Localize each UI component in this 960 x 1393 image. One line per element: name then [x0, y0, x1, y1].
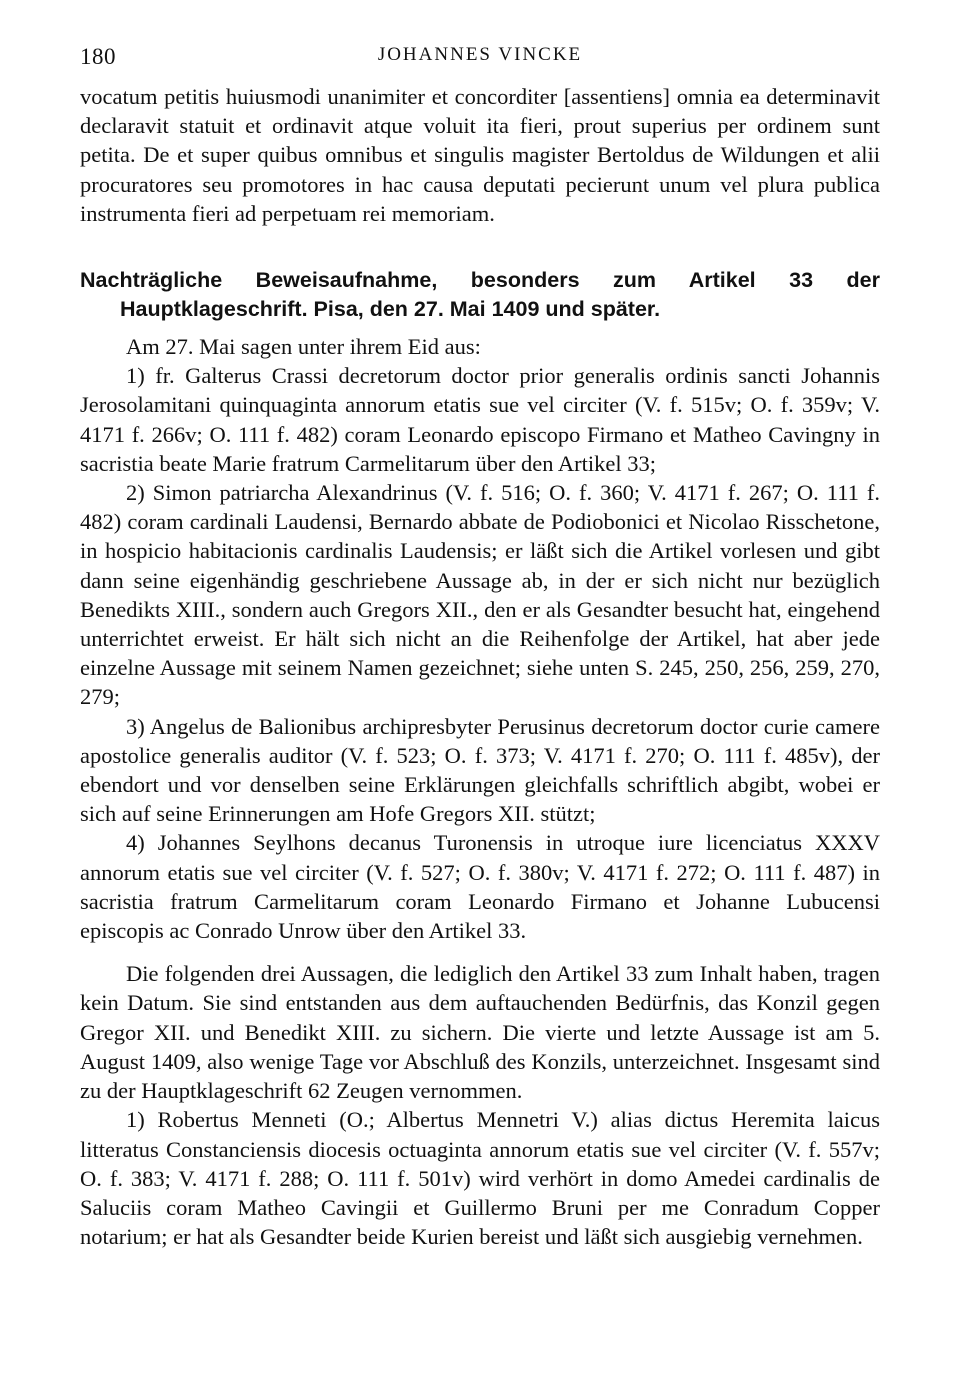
running-head: JOHANNES VINCKE [377, 44, 583, 65]
section-heading: Nachträgliche Beweisaufnahme, besonders zum Artikel 33 der Hauptklageschrift. Pisa, den 27. Mai 1409 und später. [80, 268, 880, 322]
page-header [80, 36, 880, 82]
following-paragraph: Die folgenden drei Aussagen, die lediglich den Artikel 33 zum Inhalt haben, tragen kein Datum. Sie sind entstanden aus dem auftauchenden Bedürfnis, das Konzil gegen Gregor XII. und Benedikt XIII. zu sichern. Die vierte und letzte Aussage ist am 5. August 1409, also wenige Tage vor Abschluß des Konzils, unterzeichnet. Insgesamt sind zu der Hauptklageschrift 62 Zeugen vernommen. [80, 961, 880, 1104]
witness-entry-3: 3) Angelus de Balionibus archipresbyter Perusinus decretorum doctor curie camere apostolice generalis auditor (V. f. 523; O. f. 373; V. 4171 f. 270; O. 111 f. 485v), der ebendort und vor denselben seine Erklärungen gleichfalls schriftlich abgibt, wobei er sich auf seine Erinnerungen am Hofe Gregors XII. stützt; [80, 713, 880, 827]
witness-entry-4: 4) Johannes Seylhons decanus Turonensis in utroque iure licenciatus XXXV annorum etatis sue vel circiter (V. f. 527; O. f. 380v; V. 4171 f. 272; O. 111 f. 487) in sacristia fratrum Carmelitarum coram Leonardo Firmano et Johanne Lubucensi episcopis ac Conrado Unrow über den Artikel 33. [80, 830, 880, 944]
witness-entry-1: 1) fr. Galterus Crassi decretorum doctor prior generalis ordinis sancti Johannis Jerosolamitani quinquaginta annorum etatis sue vel circiter (V. f. 515v; O. f. 359v; V. 4171 f. 266v; O. 111 f. 482) coram Leonardo episcopo Firmano et Matheo Cavingny in sacristia beate Marie fratrum Carmelitarum über den Artikel 33; [80, 363, 880, 476]
intro-line: Am 27. Mai sagen unter ihrem Eid aus: [126, 334, 481, 360]
opening-paragraph: vocatum petitis huiusmodi unanimiter et concorditer [assentiens] omnia ea determinavit declaravit statuit et ordinavit atque voluit ita fieri, prout superius per ordinem sunt petita. De et super quibus omnibus et singulis magister Bertoldus de Wildungen et alii procuratores seu promotores in hac causa deputati pecierunt unum vel plura publica instrumenta fieri ad perpetuam rei memoriam. [80, 84, 880, 226]
later-witness-entry-1: 1) Robertus Menneti (O.; Albertus Mennetri V.) alias dictus Heremita laicus litteratus Constanciensis diocesis octuaginta annorum etatis sue vel circiter (V. f. 557v; O. f. 383; V. 4171 f. 288; O. 111 f. 501v) wird verhört in domo Amedei cardinalis de Saluciis coram Matheo Cavingii et Guillermo Bruni per me Conradum Copper notarium; er hat als Gesandter beide Kurien bereist und läßt sich ausgiebig vernehmen. [80, 1107, 880, 1250]
book-page [80, 36, 880, 1251]
page-number: 180 [80, 44, 116, 69]
witness-entry-2: 2) Simon patriarcha Alexandrinus (V. f. 516; O. f. 360; V. 4171 f. 267; O. 111 f. 482) coram cardinali Laudensi, Bernardo abbate de Podiobonici et Nicolao Risschetone, in hospicio habitacionis cardinalis Laudensis; er läßt sich die Artikel vorlesen und gibt dann seine eigenhändig geschriebene Aussage ab, in der er sich nicht nur bezüglich Benedikts XIII., sondern auch Gregors XII., den er als Gesandter besucht hat, eingehend unterrichtet erweist. Er hält sich nicht an die Reihenfolge der Artikel, hat aber jede einzelne Aussage mit seinem Namen gezeichnet; siehe unten S. 245, 250, 256, 259, 270, 279; [80, 480, 880, 710]
